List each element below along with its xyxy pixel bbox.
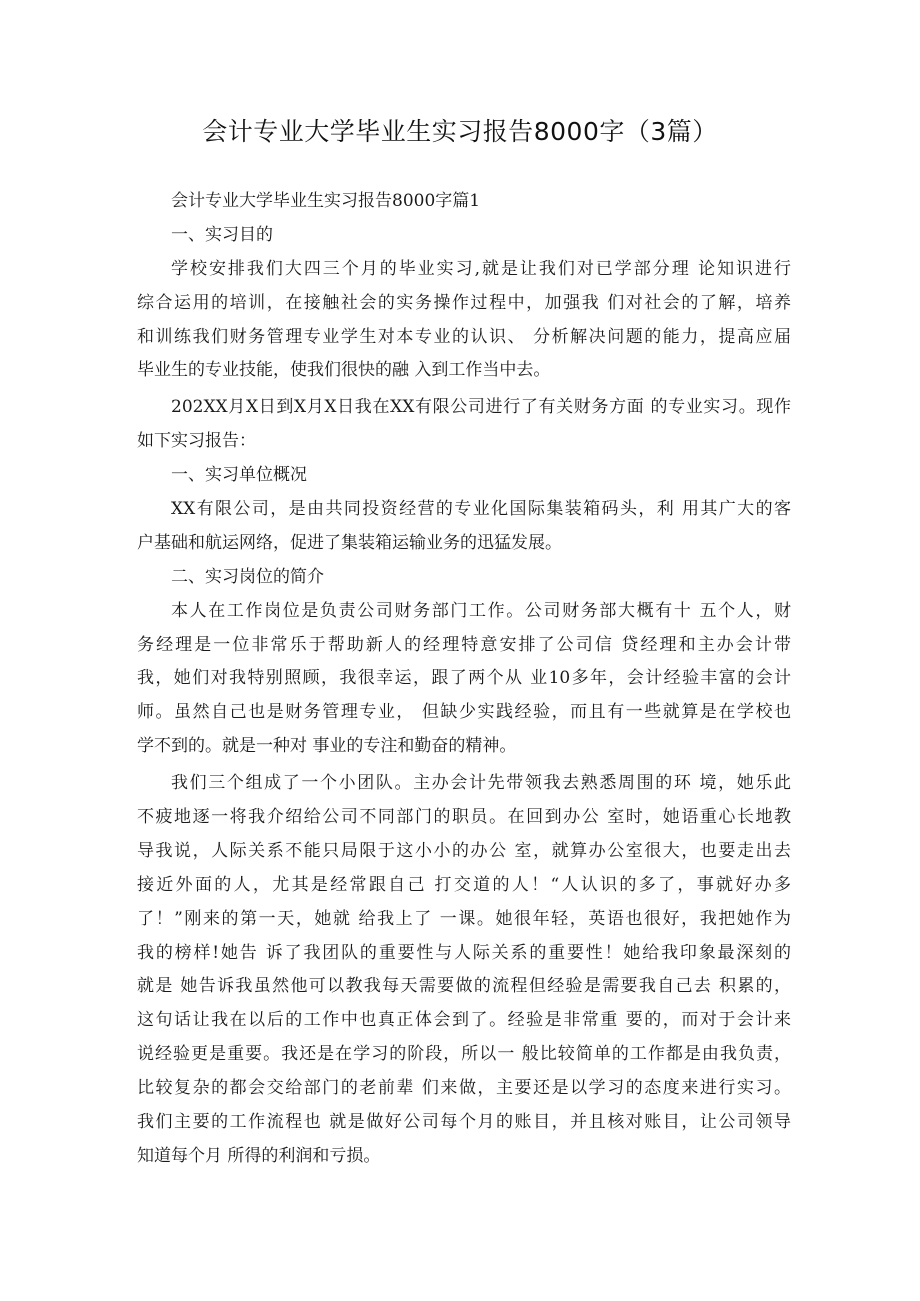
paragraph-line: 知道每个月 所得的利润和亏损。 [137, 1145, 381, 1166]
paragraph-line: 接近外面的人，尤其是经常跟自己 打交道的人！“人认识的多了，事就好办多 [137, 874, 791, 895]
paragraph-line: 就是 她告诉我虽然他可以教我每天需要做的流程但经验是需要我自己去 积累的， [137, 976, 791, 997]
paragraph-line: 不疲地逐一将我介绍给公司不同部门的职员。在回到办公 室时，她语重心长地教 [137, 807, 791, 828]
paragraph-line: 和训练我们财务管理专业学生对本专业的认识、 分析解决问题的能力，提高应届 [137, 326, 791, 347]
paragraph-line: 说经验更是重要。我还是在学习的阶段，所以一 般比较简单的工作都是由我负责， [137, 1044, 791, 1065]
paragraph-line: 户基础和航运网络，促进了集装箱运输业务的迅猛发展。 [137, 532, 562, 553]
paragraph-line: 务经理是一位非常乐于帮助新人的经理特意安排了公司信 贷经理和主办会计带 [137, 634, 791, 655]
paragraph [137, 253, 791, 389]
paragraph [137, 493, 791, 561]
paragraph-line: XX有限公司，是由共同投资经营的专业化国际集装箱码头，利 用其广大的客 [171, 499, 791, 520]
paragraph-line: 我们三个组成了一个小团队。主办会计先带领我去熟悉周围的环 境，她乐此 [171, 773, 791, 794]
paragraph-line: 如下实习报告： [137, 431, 256, 452]
section-heading: 二、实习岗位的简介 [171, 566, 324, 587]
section-heading: 一、实习目的 [171, 224, 273, 245]
paragraph [137, 595, 791, 764]
paragraph [137, 391, 791, 459]
paragraph-line: 毕业生的专业技能，使我们很快的融 入到工作当中去。 [137, 360, 551, 381]
paragraph [137, 767, 791, 1174]
paragraph-line: 了！”刚来的第一天，她就 给我上了 一课。她很年轻，英语也很好，我把她作为 [137, 908, 791, 929]
paragraph-line: 本人在工作岗位是负责公司财务部门工作。公司财务部大概有十 五个人，财 [171, 600, 791, 621]
paragraph-line: 综合运用的培训，在接触社会的实务操作过程中，加强我 们对社会的了解，培养 [137, 292, 791, 313]
paragraph-line: 师。虽然自己也是财务管理专业， 但缺少实践经验，而且有一些就算是在学校也 [137, 702, 791, 723]
paragraph-line: 我的榜样!她告 诉了我团队的重要性与人际关系的重要性！她给我印象最深刻的 [137, 942, 791, 963]
paragraph-line: 这句话让我在以后的工作中也真正体会到了。经验是非常重 要的，而对于会计来 [137, 1010, 791, 1031]
paragraph-line: 比较复杂的都会交给部门的老前辈 们来做，主要还是以学习的态度来进行实习。 [137, 1078, 791, 1099]
paragraph-line: 学校安排我们大四三个月的毕业实习,就是让我们对已学部分理 论知识进行 [171, 258, 791, 279]
section-heading: 一、实习单位概况 [171, 465, 307, 486]
sub-heading: 会计专业大学毕业生实习报告8000字篇1 [171, 191, 481, 211]
paragraph-line: 我们主要的工作流程也 就是做好公司每个月的账目，并且核对账目，让公司领导 [137, 1112, 791, 1133]
paragraph-line: 202XX月X日到X月X日我在XX有限公司进行了有关财务方面 的专业实习。现作 [171, 397, 791, 418]
paragraph-line: 学不到的。就是一种对 事业的专注和勤奋的精神。 [137, 736, 517, 757]
document-title: 会计专业大学毕业生实习报告8000字（3篇） [202, 117, 718, 146]
document-body [137, 185, 791, 1174]
paragraph-line: 导我说，人际关系不能只局限于这小小的办公 室，就算办公室很大，也要走出去 [137, 840, 791, 861]
paragraph-line: 我，她们对我特别照顾，我很幸运，跟了两个从 业10多年，会计经验丰富的会计 [137, 668, 791, 689]
